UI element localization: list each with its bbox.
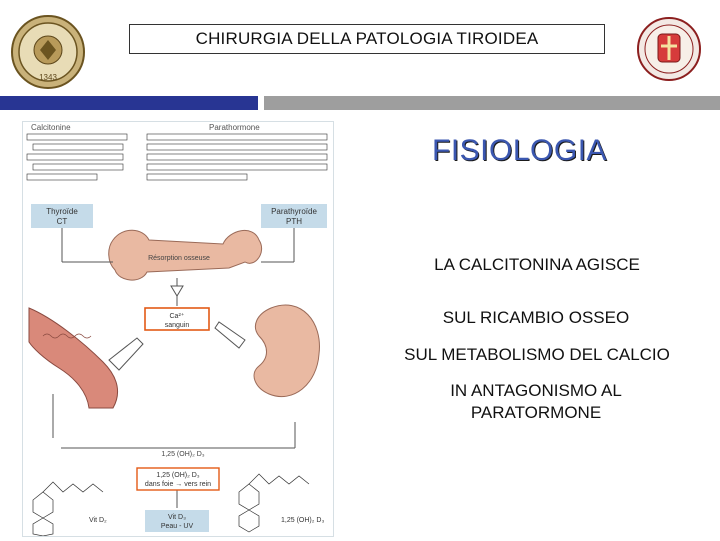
thyroid-label: Thyroïde <box>46 207 78 216</box>
calcium-label: Ca²⁺ <box>169 313 185 320</box>
university-seal-left-logo <box>10 14 86 90</box>
text-line-4a: IN ANTAGONISMO AL <box>450 381 622 400</box>
section-heading: FISIOLOGIA <box>432 134 608 167</box>
vitamin-d2-molecule <box>33 482 103 536</box>
liver-kidney-label: dans foie → vers rein <box>144 481 212 488</box>
parathormone-chain <box>147 134 327 180</box>
resorption-label: Résorption osseuse <box>148 255 210 262</box>
figure-drawing <box>23 122 333 536</box>
vitamin-d-label-1: 1,25 (OH)₂ D₃ <box>161 451 205 458</box>
seal-year-text: 1343 <box>39 73 57 82</box>
text-line-1: LA CALCITONINA AGISCE <box>434 255 640 274</box>
parathyroid-label: Parathyroïde <box>271 207 317 216</box>
skin-uv-label: Peau - UV <box>160 523 194 530</box>
header-bar-blue <box>0 96 258 110</box>
calcitonine-label: Calcitonine <box>31 123 71 132</box>
parathormone-label: Parathormone <box>209 123 260 132</box>
kidney-arrow <box>215 322 245 348</box>
calcium-label-2: sanguin <box>164 322 190 329</box>
text-line-4b: PARATORMONE <box>470 403 602 422</box>
vit-d2-label: Vit D₂ <box>89 517 107 524</box>
text-line-4 <box>405 380 667 424</box>
calcitonin-chain <box>27 134 127 180</box>
calcium-regulation-figure <box>22 121 334 537</box>
ct-label: CT <box>56 217 68 226</box>
kidney-shape <box>254 305 319 397</box>
calcitriol-label: 1,25 (OH)₂ D₃ <box>281 517 325 524</box>
slide-title: CHIRURGIA DELLA PATOLOGIA TIROIDEA <box>129 24 605 54</box>
text-line-2: SUL RICAMBIO OSSEO <box>442 308 630 327</box>
text-line-3: SUL METABOLISMO DEL CALCIO <box>404 345 670 364</box>
vitamin-d-label-2: 1,25 (OH)₂ D₃ <box>156 472 200 479</box>
header-bar-gray <box>264 96 720 110</box>
gut-arrow <box>109 338 143 370</box>
pth-label: PTH <box>286 217 302 226</box>
intestine-shape <box>29 308 118 408</box>
vit-d3-label: Vit D₃ <box>168 514 186 521</box>
university-seal-right-logo <box>636 14 702 84</box>
